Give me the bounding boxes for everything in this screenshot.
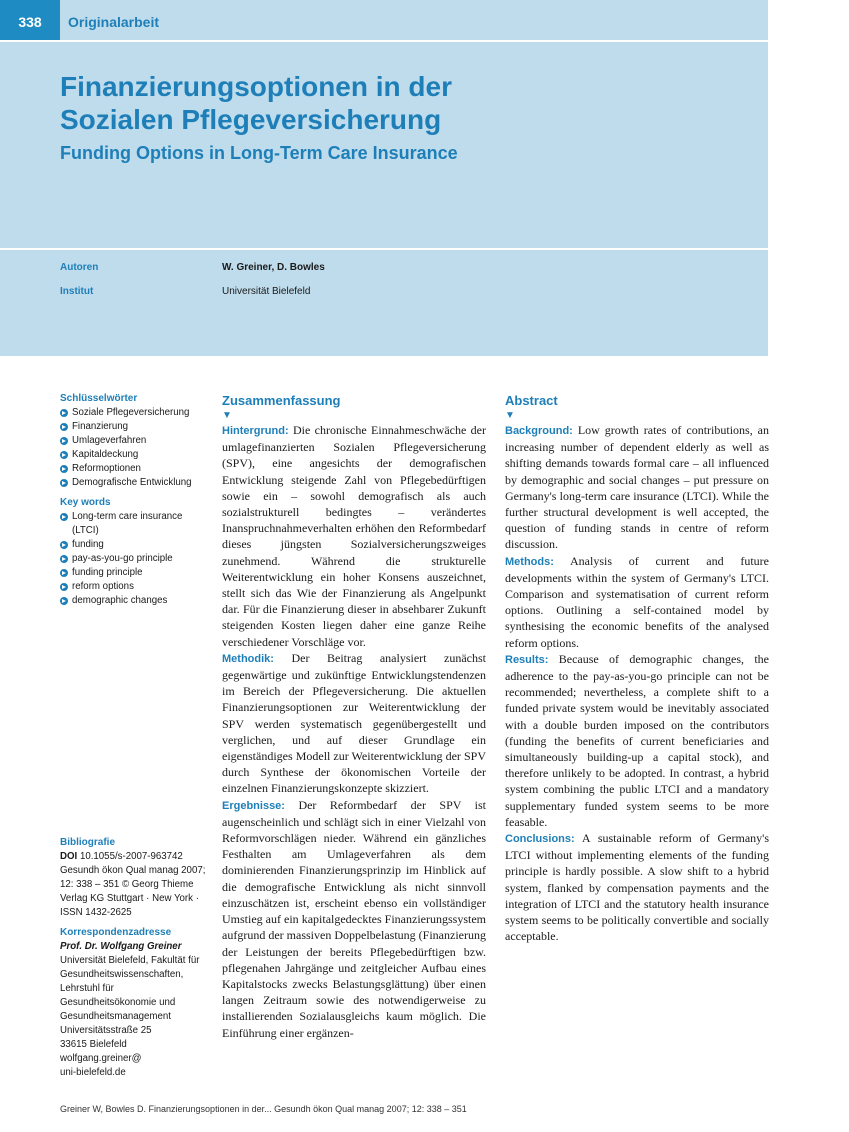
section-label: Hintergrund: — [222, 425, 289, 437]
triangle-marker-icon: ▼ — [222, 410, 232, 421]
keywords-de-heading: Schlüsselwörter — [60, 393, 138, 404]
keywords-en-heading: Key words — [60, 497, 111, 508]
section-label: Results: — [505, 653, 549, 666]
authors-label: Autoren — [60, 262, 99, 273]
section-label: Background: — [505, 425, 573, 437]
page-number: 338 — [0, 0, 60, 40]
keywords-panel — [60, 392, 210, 614]
section-text: Analysis of current and future developments within the system of Germany's LTCI. Comparison and systematisation of current reform options. Outlining a self-contained model by synthesising the economic benefits of the analysed reform options. — [505, 553, 770, 650]
address-line: 33615 Bielefeld — [60, 1039, 127, 1050]
abstract-paragraph — [505, 651, 769, 830]
abstract-paragraph — [505, 830, 769, 944]
abstract-heading: Abstract — [505, 393, 558, 408]
section-text: Die chronische Einnahmeschwäche der umlagefinanzierten Sozialen Pflegeversicherung (SPV), eine angesichts der demografischen Entwicklung steigende Zahl von Pflegebedürftigen sowie ein – sowohl demografisch als auch sozialstrukturell bedingtes – verändertes Inanspruchnahmeverhalten erhöhen den Reformbedarf dieses jüngsten Sozialversicherungszweiges zunehmend. Während die strukturelle Weiterentwicklung ein hoher Konsens auszeichnet, stellt sich das Wie der Finanzierung als Angelpunkt dar. Für die Finanzierung dieser in absehbarer Zukunft steigenden Kosten liegen daher eine ganze Reihe verschiedener Vorschläge vor. — [222, 423, 487, 649]
email-line[interactable]: wolfgang.greiner@ — [60, 1053, 142, 1064]
keyword-de: Demografische Entwicklung — [60, 476, 210, 490]
institute-label: Institut — [60, 286, 94, 297]
bibliography-heading: Bibliografie — [60, 837, 116, 848]
keyword-en: pay-as-you-go principle — [60, 552, 210, 566]
meta-block — [0, 250, 768, 356]
section-label: Ergebnisse: — [222, 799, 285, 812]
section-text: A sustainable reform of Germany's LTCI without implementing elements of the funding principle is hardly possible. A slow shift to a hybrid system, flanked by compensation payments and the integration of LTCI and the statutory health insurance system seems to be politically convertible and socially acceptable. — [505, 831, 769, 944]
title-line-2: Sozialen Pflegeversicherung — [60, 104, 442, 135]
doi-label: DOI — [60, 851, 78, 862]
zusammenfassung-column — [222, 392, 486, 1041]
article-subtitle: Funding Options in Long-Term Care Insurance — [60, 143, 458, 163]
doi-value[interactable]: 10.1055/s-2007-963742 — [79, 851, 183, 862]
article-title — [60, 70, 740, 136]
keyword-de: Reformoptionen — [60, 462, 210, 476]
keyword-en: funding principle — [60, 566, 210, 580]
keyword-en: Long-term care insurance (LTCI) — [60, 510, 210, 538]
keyword-de: Umlageverfahren — [60, 434, 210, 448]
address-line: Universität Bielefeld, Fakultät für Gesundheitswissenschaften, — [60, 955, 200, 980]
keywords-en-list — [60, 510, 210, 608]
authors: W. Greiner, D. Bowles — [222, 262, 325, 273]
header-bar — [0, 0, 768, 40]
section-label: Methods: — [505, 555, 554, 568]
keyword-en: demographic changes — [60, 594, 210, 608]
keyword-en: funding — [60, 538, 210, 552]
abstract-column — [505, 392, 769, 945]
doi-line — [60, 850, 210, 864]
section-text: Der Reformbedarf der SPV ist augenscheinlich und schlägt sich in einer Vielzahl von Reformvorschlägen nieder. Während ein gänzliches Festhalten am Umlageverfahren als dem dominierenden Finanzierungsprinzip im Hinblick auf die demografische Entwicklung als nicht sinnvoll einzuschätzen ist, erscheint ebenso ein vollständiger Umstieg auf ein kapitalgedecktes Finanzierungssystem aufgrund der massiven Doppelbelastung (Finanzierung der Leistungen der bereits Pflegebedürftigen bzw. pflegenahen Jahrgänge und zeitgleicher Aufbau eines Kapitalstocks zwecks Belastungsglättung) über einen langen Zeitraum sowie des notwendigerweise zu installierenden Sozialausgleichs kaum möglich. Die Einführung einer ergänzen- — [222, 797, 487, 1040]
title-block — [0, 42, 768, 248]
keyword-en: reform options — [60, 580, 210, 594]
zusammenfassung-heading: Zusammenfassung — [222, 393, 341, 408]
keyword-de: Kapitaldeckung — [60, 448, 210, 462]
keywords-de-list — [60, 406, 210, 490]
section-text: Der Beitrag analysiert zunächst gegenwärtige und zukünftige Entwicklungstendenzen im Bereich der Pflegeversicherung. Die aktuellen Finanzierungsoptionen zur Weiterentwicklung der SPV werden systematisch gegenübergestellt und verglichen, und auf dieser Grundlage ein eigenständiges Modell zur Weiterentwicklung der SPV durch Synthese der ökonomischen Vorteile der einzelnen Finanzierungskonzepte skizziert. — [222, 650, 487, 796]
address-line: Gesundheitsökonomie und — [60, 997, 176, 1008]
bibliography-panel — [60, 836, 210, 1080]
keyword-de: Soziale Pflegeversicherung — [60, 406, 210, 420]
address-line: Universitätsstraße 25 — [60, 1025, 152, 1036]
address-line: Gesundheitsmanagement — [60, 1011, 171, 1022]
triangle-marker-icon: ▼ — [505, 410, 515, 421]
page-footer: Greiner W, Bowles D. Finanzierungsoptionen in der... Gesundh ökon Qual manag 2007; 12: 338 – 351 — [60, 1104, 467, 1114]
citation: Gesundh ökon Qual manag 2007; 12: 338 – 351 © Georg Thieme Verlag KG Stuttgart · New York · ISSN 1432-2625 — [60, 865, 206, 918]
section-label: Originalarbeit — [68, 14, 160, 30]
section-text: Because of demographic changes, the adherence to the pay-as-you-go principle can not be recommended; nevertheless, a complete shift to a funded private system would be inevitably associated with a double burden imposed on the contributors (funding the benefits of current beneficiaries and simultaneously building-up a capital stock), and therefore unlikely to be adopted. In contrast, a hybrid system combining the public LTCI and a mandatory supplementary funded system seems to be more feasable. — [505, 651, 770, 829]
abstract-paragraph — [505, 422, 769, 553]
institute: Universität Bielefeld — [222, 286, 311, 297]
email-line[interactable]: uni-bielefeld.de — [60, 1067, 126, 1078]
address-line: Lehrstuhl für — [60, 983, 114, 994]
title-line-1: Finanzierungsoptionen in der — [60, 71, 452, 102]
correspondence-heading: Korrespondenzadresse — [60, 927, 172, 938]
abstract-paragraph — [222, 422, 486, 650]
keyword-de: Finanzierung — [60, 420, 210, 434]
section-text: Low growth rates of contributions, an increasing number of dependent elderly as well as shifting demands towards formal care – all influenced by demographic and social changes – put pressure on Germany's long-term care insurance (LTCI). While the further structural development is well accepted, the question of funding stands in centre of reform discussion. — [505, 423, 770, 552]
correspondence-name: Prof. Dr. Wolfgang Greiner — [60, 941, 182, 952]
abstract-paragraph — [222, 797, 486, 1041]
abstract-paragraph — [505, 553, 769, 651]
section-label: Methodik: — [222, 652, 274, 665]
section-label: Conclusions: — [505, 833, 575, 846]
abstract-paragraph — [222, 650, 486, 797]
